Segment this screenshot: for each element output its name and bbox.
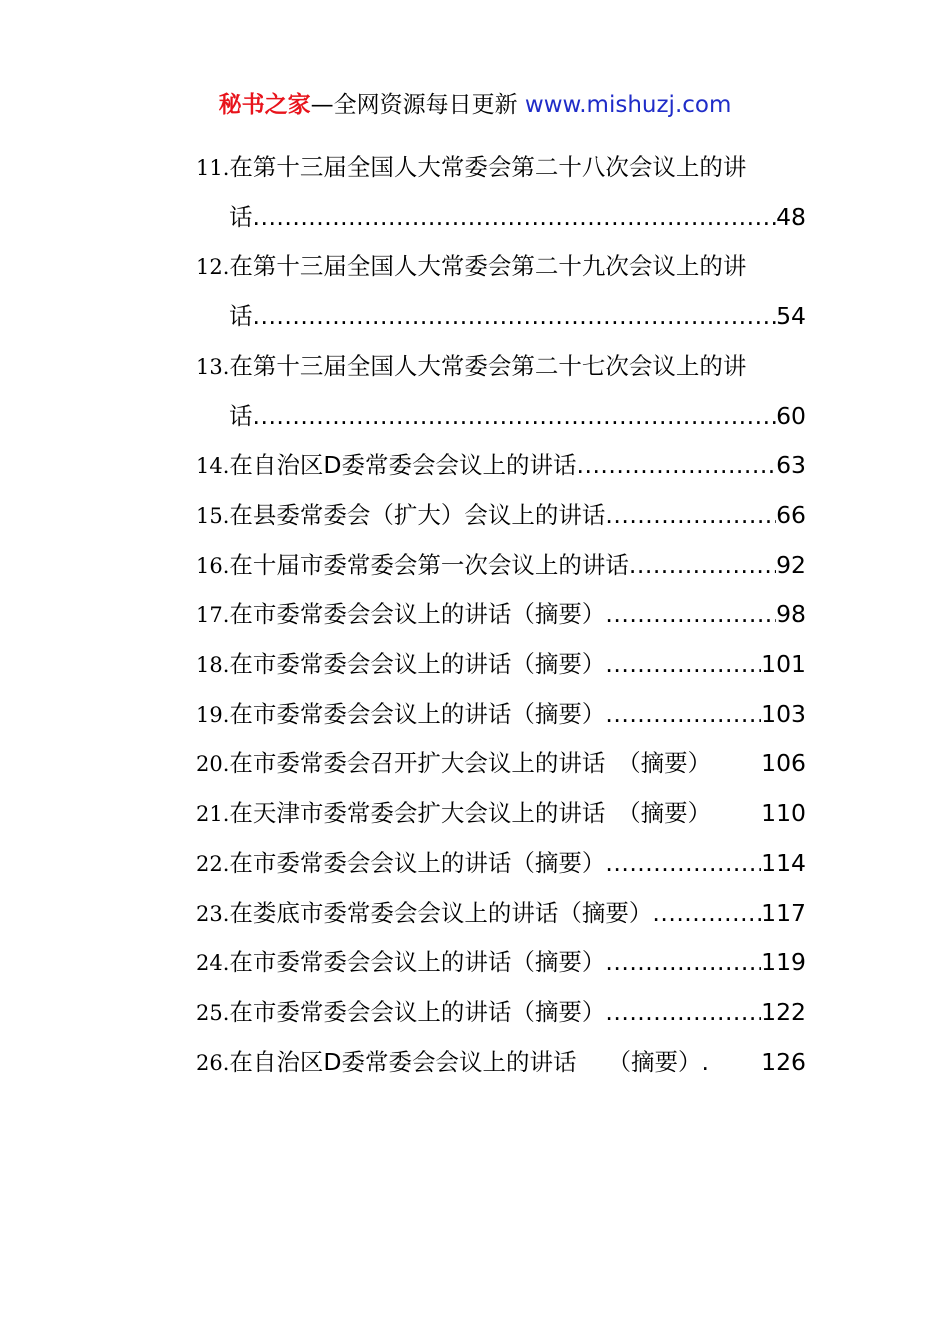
toc-entry[interactable]	[196, 942, 806, 982]
toc-entry-number: 22.	[196, 851, 230, 876]
toc-entry-page-number: 60	[776, 401, 806, 430]
toc-entry[interactable]	[196, 893, 806, 933]
toc-entry[interactable]	[196, 694, 806, 734]
toc-entry-page-number: 106	[761, 749, 806, 778]
dot-leader	[605, 694, 761, 734]
toc-entry[interactable]	[196, 793, 806, 833]
toc-entry-title: 在市委常委会召开扩大会议上的讲话 （摘要）	[229, 749, 712, 778]
toc-entry-title: 在市委常委会会议上的讲话（摘要）	[229, 600, 606, 629]
toc-entry-title: 在市委常委会会议上的讲话（摘要）	[229, 699, 606, 728]
dot-leader	[652, 893, 761, 933]
dot-leader	[605, 644, 761, 684]
toc-entry[interactable]	[196, 843, 806, 883]
toc-entry-number: 23.	[196, 901, 230, 926]
toc-entry-title: 在市委常委会会议上的讲话（摘要）	[229, 650, 606, 678]
website-link[interactable]: www.mishuzj.com	[524, 92, 732, 118]
header-tagline: —全网资源每日更新	[310, 92, 518, 118]
toc-entry-page-number: 66	[776, 500, 806, 529]
brand-name: 秘书之家	[218, 92, 311, 118]
toc-entry-page-number: 101	[761, 650, 806, 678]
toc-entry-title: 在自治区D委常委会会议上的讲话 （摘要）.	[229, 1047, 709, 1076]
toc-entry-number: 11.	[196, 156, 230, 180]
toc-entry-number: 25.	[196, 1000, 230, 1025]
toc-entry-page-number: 103	[761, 699, 806, 728]
toc-entry-page-number: 54	[776, 302, 806, 331]
toc-entry-title-continuation: 话	[229, 401, 253, 430]
dot-leader	[253, 197, 777, 237]
dot-leader	[629, 545, 776, 585]
toc-entry-page-number: 122	[761, 997, 806, 1026]
toc-entry-continuation[interactable]	[229, 197, 806, 237]
toc-entry-number: 17.	[196, 603, 230, 628]
dot-leader	[605, 992, 761, 1032]
toc-entry[interactable]	[196, 644, 806, 684]
toc-entry-page-number: 119	[761, 948, 806, 977]
dot-leader	[605, 495, 776, 535]
toc-entry-title: 在县委常委会（扩大）会议上的讲话	[229, 500, 606, 529]
toc-entry-page-number: 117	[761, 898, 806, 927]
toc-entry-title: 在天津市委常委会扩大会议上的讲话 （摘要）	[229, 799, 712, 828]
toc-entry-number: 21.	[196, 802, 230, 827]
dot-leader	[253, 296, 777, 336]
toc-entry-page-number: 63	[776, 451, 806, 480]
toc-entry[interactable]	[196, 346, 806, 386]
toc-entry-number: 20.	[196, 752, 230, 777]
toc-entry-title: 在第十三届全国人大常委会第二十七次会议上的讲	[229, 351, 747, 380]
toc-entry-page-number: 48	[776, 202, 806, 231]
toc-entry-title: 在十届市委常委会第一次会议上的讲话	[229, 550, 629, 579]
dot-leader	[605, 594, 776, 634]
toc-entry-title-continuation: 话	[229, 302, 253, 331]
dot-leader	[605, 942, 761, 982]
toc-entry-number: 24.	[196, 951, 230, 976]
toc-entry[interactable]	[196, 1042, 806, 1082]
toc-entry[interactable]	[196, 246, 806, 286]
toc-entry-title: 在市委常委会会议上的讲话（摘要）	[229, 997, 606, 1026]
toc-entry-continuation[interactable]	[229, 296, 806, 336]
toc-entry-page-number: 114	[761, 848, 806, 877]
toc-entry-number: 14.	[196, 454, 230, 479]
toc-entry[interactable]	[196, 147, 806, 187]
toc-entry[interactable]	[196, 445, 806, 485]
toc-entry-title: 在市委常委会会议上的讲话（摘要）	[229, 948, 606, 977]
dot-leader	[253, 396, 777, 436]
toc-entry[interactable]	[196, 743, 806, 783]
toc-entry-title: 在自治区D委常委会会议上的讲话	[229, 451, 577, 480]
toc-entry-page-number: 92	[776, 550, 806, 579]
toc-entry[interactable]	[196, 495, 806, 535]
toc-entry-title: 在第十三届全国人大常委会第二十九次会议上的讲	[229, 252, 747, 281]
toc-entry-continuation[interactable]	[229, 396, 806, 436]
toc-entry-number: 12.	[196, 255, 230, 280]
toc-entry-page-number: 98	[776, 600, 806, 629]
toc-entry-number: 19.	[196, 702, 230, 727]
toc-entry-title: 在市委常委会会议上的讲话（摘要）	[229, 848, 606, 877]
toc-entry[interactable]	[196, 594, 806, 634]
toc-entry[interactable]	[196, 992, 806, 1032]
toc-entry-number: 16.	[196, 553, 230, 578]
toc-entry-page-number: 110	[761, 799, 806, 828]
dot-leader	[577, 445, 777, 485]
toc-entry-number: 13.	[196, 354, 230, 379]
toc-entry-page-number: 126	[761, 1047, 806, 1076]
toc-entry[interactable]	[196, 545, 806, 585]
dot-leader	[605, 843, 761, 883]
toc-entry-title: 在第十三届全国人大常委会第二十八次会议上的讲	[229, 153, 747, 181]
toc-entry-number: 15.	[196, 503, 230, 528]
toc-entry-title-continuation: 话	[229, 202, 253, 231]
toc-entry-title: 在娄底市委常委会会议上的讲话（摘要）	[229, 898, 653, 927]
toc-entry-number: 18.	[196, 653, 230, 677]
toc-entry-number: 26.	[196, 1050, 230, 1075]
